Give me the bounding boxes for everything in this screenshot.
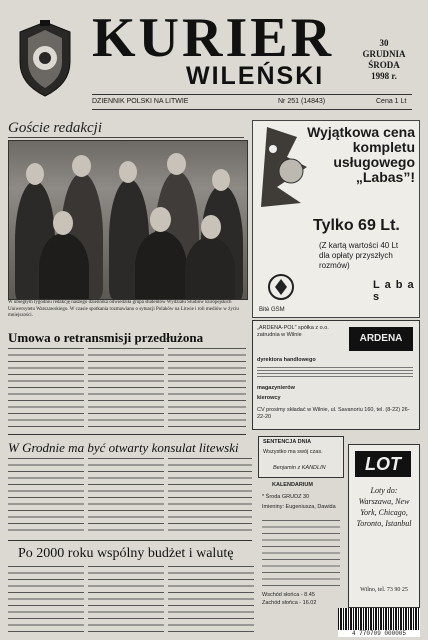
ad-headline: Wyjątkowa cena kompletu usługowego „Labas”! xyxy=(307,124,415,185)
sentencja-text: Wszystko ma swój czas. xyxy=(263,449,323,455)
date-weekday: ŚRODA xyxy=(368,60,400,70)
newspaper-title: KURIER xyxy=(92,7,335,69)
sentencja-title: SENTENCJA DNIA xyxy=(263,439,312,445)
sentencja-author: Benjamin z KANDLIN xyxy=(273,465,326,471)
article-grodno-col-1 xyxy=(8,458,84,536)
lot-advertisement xyxy=(348,444,420,608)
article-umowa-col-1 xyxy=(8,348,84,430)
article-budzet-title: Po 2000 roku wspólny budżet i walutę xyxy=(18,546,234,561)
kalendarium-box xyxy=(258,480,342,610)
ardena-intro: „ARDENA-POL” spółka z o.o. zatrudnia w Wilnie xyxy=(257,325,329,338)
ad-price: Tylko 69 Lt. xyxy=(313,217,400,234)
lot-logo: LOT xyxy=(355,451,411,477)
ardena-ad xyxy=(252,320,420,430)
section-heading: Goście redakcji xyxy=(8,120,244,138)
divider xyxy=(8,434,246,435)
tagline: DZIENNIK POLSKI NA LITWIE xyxy=(92,98,189,105)
issue-number: Nr 251 (14843) xyxy=(278,98,326,105)
photo-caption: W ubiegłym tygodniu redakcję naszego dziennika odwiedziła grupa studentów Wydziału Studiów Europejskich Uniwersytetu Warszawskiego. W czasie spotkania rozmawiano o sytuacji Polaków na Litwie i roli mediów w życiu mniejszości. xyxy=(8,300,239,318)
kalendarium-line-4: Zachód słońca - 16.02 xyxy=(262,600,317,606)
kalendarium-text-block xyxy=(262,520,340,590)
ardena-logo: ARDENA xyxy=(349,327,413,351)
newspaper-subtitle: WILEŃSKI xyxy=(186,62,325,90)
ad-brand: L a b a s xyxy=(373,279,415,303)
divider xyxy=(8,540,252,541)
lot-phone: Wilno, tel. 73 90 25 xyxy=(360,587,408,593)
ad-note: (Z kartą wartości 40 Lt dla opłaty przyszłych rozmów) xyxy=(319,241,399,270)
labas-advertisement xyxy=(252,120,420,318)
article-budzet-col-2 xyxy=(88,566,164,634)
lot-destinations: Loty do: Warszawa, New York, Chicago, Toronto, Istanbul xyxy=(356,486,412,528)
date-day: 30 xyxy=(379,38,389,48)
ad-sub: Bitė GSM xyxy=(259,307,285,313)
sentencja-box xyxy=(258,436,344,478)
date-year: 1998 r. xyxy=(371,71,397,81)
article-umowa-col-3 xyxy=(168,348,246,430)
date-month: GRUDNIA xyxy=(362,49,406,59)
price: Cena 1 Lt xyxy=(376,98,407,105)
kalendarium-line-2: Imieniny: Eugeniusza, Dawida xyxy=(262,504,336,510)
ardena-contact: CV prosimy składać w Wilnie, ul. Savanoriu 160, tel. (8-22) 26-22-20 xyxy=(257,407,410,420)
issue-date xyxy=(352,38,416,82)
article-grodno-col-2 xyxy=(88,458,164,536)
bite-logo-icon xyxy=(261,269,301,309)
ardena-position-3: kierowcy xyxy=(257,395,281,401)
article-budzet-col-3 xyxy=(168,566,254,634)
article-umowa-title: Umowa o retransmisji przedłużona xyxy=(8,330,204,345)
article-grodno-col-3 xyxy=(168,458,252,536)
article-grodno-title: W Grodnie ma być otwarty konsulat litewski xyxy=(8,440,239,455)
masthead-bar xyxy=(92,94,412,110)
ardena-position-2: magazynierów xyxy=(257,385,295,391)
article-umowa-col-2 xyxy=(88,348,164,430)
christmas-tree-icon xyxy=(257,127,313,207)
kalendarium-line-1: * Środa GRUDZ 30 xyxy=(262,494,310,500)
article-budzet-col-1 xyxy=(8,566,84,634)
kalendarium-title: KALENDARIUM xyxy=(272,482,313,488)
ardena-text-block xyxy=(257,367,413,379)
ardena-position-1: dyrektora handlowego xyxy=(257,357,316,363)
coat-of-arms-icon xyxy=(10,18,80,100)
group-photo xyxy=(8,140,248,300)
kalendarium-line-3: Wschód słońca - 8.45 xyxy=(262,592,315,598)
barcode-number: 4 770709 000005 xyxy=(338,630,420,637)
